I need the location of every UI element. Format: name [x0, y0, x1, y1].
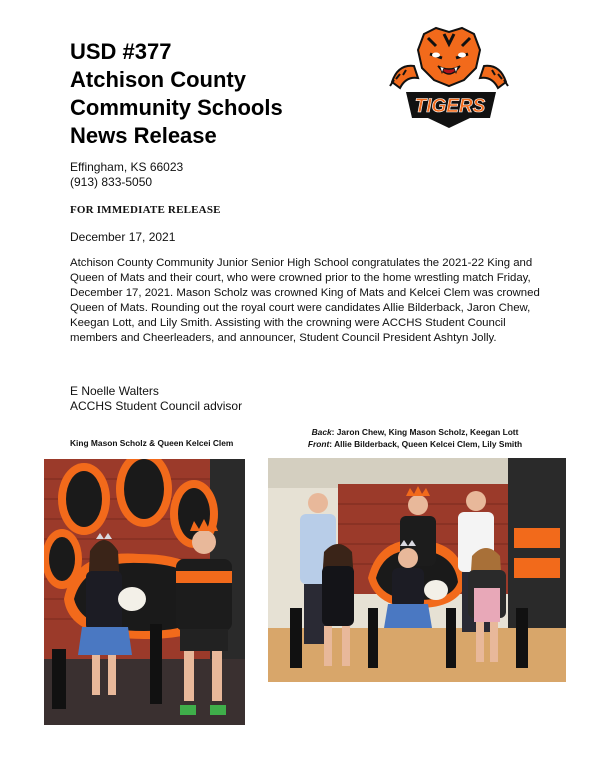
title-line-county: Atchison County	[70, 67, 246, 92]
title-line-district: USD #377	[70, 39, 172, 64]
tiger-mascot-icon	[384, 24, 514, 128]
royal-court-photo	[268, 458, 566, 682]
phone-number: (913) 833-5050	[70, 175, 153, 189]
caption-front-names: : Allie Bilderback, Queen Kelcei Clem, Lily Smith	[329, 439, 523, 449]
title-line-release: News Release	[70, 123, 217, 148]
signature-block	[70, 384, 242, 414]
signature-title: ACCHS Student Council advisor	[70, 399, 243, 413]
caption-back-label: Back	[311, 427, 332, 437]
king-queen-photo	[44, 459, 245, 725]
tigers-logo	[384, 24, 514, 128]
caption-front-label: Front	[307, 439, 330, 449]
logo-wordmark: TIGERS	[414, 96, 486, 117]
contact-address	[70, 160, 183, 190]
photo-caption-right	[270, 426, 560, 450]
release-body: Atchison County Community Junior Senior High School congratulates the 2021-22 King and Queen of Mats and their court, who were crowned prior to the home wrestling match Friday, December 17, 2021. Mason Scholz was crowned King of Mats and Kelcei Clem was crowned Queen of Mats. Rounding out the royal court were candidates Allie Bilderback, Jaron Chew, Keegan Lott, and Lily Smith. Assisting with the crowning were ACCHS Student Council members and Cheerleaders, and announcer, Student Council President Ashtyn Jolly.	[70, 257, 540, 344]
caption-back-names: : Jaron Chew, King Mason Scholz, Keegan Lott	[331, 427, 519, 437]
signature-name: E Noelle Walters	[70, 384, 159, 398]
caption-front-row	[270, 438, 560, 450]
release-label: FOR IMMEDIATE RELEASE	[70, 204, 221, 216]
caption-back-row	[270, 426, 560, 438]
news-release-title	[70, 38, 283, 150]
release-date: December 17, 2021	[70, 230, 176, 244]
title-line-schools: Community Schools	[70, 95, 283, 120]
photo-caption-left: King Mason Scholz & Queen Kelcei Clem	[70, 438, 234, 448]
city-state-zip: Effingham, KS 66023	[70, 160, 184, 174]
